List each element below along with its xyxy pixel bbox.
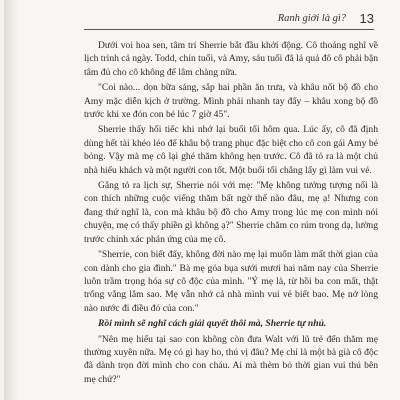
running-header bbox=[84, 12, 374, 30]
paragraph: Gắng tỏ ra lịch sự, Sherrie nói với mẹ: "Mẹ không tưởng tượng nổi là con thích những cuộc viếng thăm bất ngờ thế nào đâu, mẹ ạ! Nhưng con đang thứ nghĩ là, con mà khâu bộ đồ cho Amy trong lúc mẹ con mình nói chuyện, mẹ có thấy phiền gì không ạ?" Sherrie chăm co rúm trong dạ, lường trước chính xác phản ứng của mẹ cô. bbox=[84, 180, 378, 245]
page-gutter bbox=[4, 0, 18, 400]
paragraph: Dưới voi hoa sen, tâm trí Sherrie bắt đầu khởi động. Cô thoáng nghĩ về lịch trình cả ngày. Todd, chín tuổi, và Amy, sáu tuổi đã lá quả đô cô phải bận tâm đủ cho cô không để lâm chàng nữa. bbox=[84, 40, 378, 78]
paragraph: "Sherrie, con biết đấy, không đời nào mẹ lại muốn làm mất thời gian của con dành cho gia đình." Bà mẹ góa bụa sưới mươi hai năm nay của Sherrie luôn trầm trọng hóa sự cô độc của mình. "Ý mẹ là, từ hồi ba con mất, thật trống vắng lắm sao. Mẹ vẫn nhớ cả nhà mình vui vẻ biết bao. Mẹ nở lòng nào nước đi điều đó của con." bbox=[84, 249, 378, 314]
paragraph: Sherrie thấy hối tiếc khi nhớ lại buổi tối hôm qua. Lúc ấy, cô đã định dùng hết tài khéo léo để khâu bộ trang phục đặc biệt cho cô con gái Amy bé bỏng. Vậy mà mẹ cô lại ghé thăm không hẹn trước. Cô đã tỏ ra là một chủ nhà hiếu khách và một người con tốt. Một buổi tối chẳng lấy gì làm vui vẻ. bbox=[84, 124, 378, 176]
header-rule bbox=[84, 29, 374, 30]
body-text bbox=[84, 39, 378, 388]
page-number: 13 bbox=[359, 11, 374, 26]
paragraph: "Coi nào... dọn bữa sáng, sắp hai phần ăn trưa, và khâu nốt bộ đồ cho Amy mặc diễn kịch ở trường. Mình phải nhanh tay đấy – khâu xong bộ đồ trước khi xe đón con bé lúc 7 giờ 45". bbox=[84, 82, 378, 121]
chapter-title: Ranh giới là gì? bbox=[277, 13, 346, 24]
italic-thought: Rồi mình sẽ nghĩ cách giải quyết thôi mà, Sherrie tự nhủ. bbox=[98, 318, 327, 330]
book-page bbox=[4, 0, 400, 400]
paragraph: "Nên mẹ hiểu tại sao con không còn đưa Walt với lũ trẻ đến thăm mẹ thường xuyên nữa. Mẹ có gì hay ho, thú vị đâu? Mẹ chỉ là một bà già cô độc đã dành trọn đời mình cho con cháu. Ai mà thèm bỏ thời gian vui thú bên mẹ chứ?" bbox=[84, 333, 378, 385]
